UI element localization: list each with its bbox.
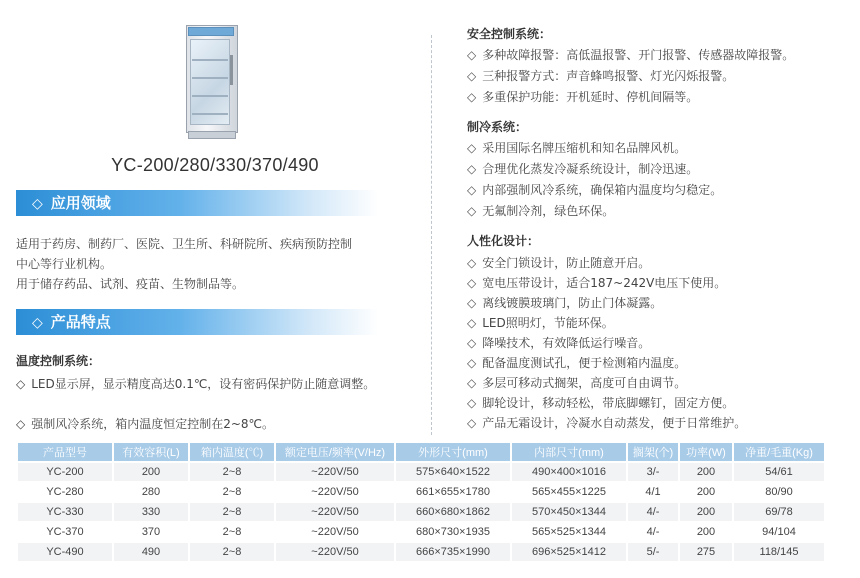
table-cell: 2~8 <box>190 503 274 521</box>
refrigerator-icon <box>186 25 238 139</box>
diamond-icon: ◇ <box>467 256 477 270</box>
table-header: 有效容积(L) <box>114 443 188 461</box>
list-item: ◇ 多种故障报警：高低温报警、开门报警、传感器故障报警。 <box>467 48 795 62</box>
table-cell: 2~8 <box>190 483 274 501</box>
table-cell: 200 <box>680 523 732 541</box>
table-cell: 666×735×1990 <box>396 543 510 561</box>
table-cell: 200 <box>680 503 732 521</box>
table-cell: 275 <box>680 543 732 561</box>
list-item: ◇ 产品无霜设计，冷凝水自动蒸发，便于日常维护。 <box>467 416 747 430</box>
section-features-heading: 产品特点 <box>50 313 111 331</box>
table-cell: 200 <box>680 483 732 501</box>
table-cell: 3/- <box>628 463 678 481</box>
diamond-icon: ◇ <box>467 376 477 390</box>
table-cell: 661×655×1780 <box>396 483 510 501</box>
humanized-title: 人性化设计： <box>467 234 540 248</box>
application-text <box>16 234 396 294</box>
list-item: ◇ 内部强制风冷系统，确保箱内温度均匀稳定。 <box>467 183 723 197</box>
application-line: 中心等行业机构。 <box>16 257 113 271</box>
list-item: ◇ 配备温度测试孔，便于检测箱内温度。 <box>467 356 687 370</box>
table-header: 产品型号 <box>18 443 112 461</box>
table-cell: 2~8 <box>190 523 274 541</box>
list-item: ◇ 宽电压带设计，适合187~242V电压下使用。 <box>467 276 727 290</box>
table-cell: 696×525×1412 <box>512 543 626 561</box>
table-cell: ~220V/50 <box>276 543 394 561</box>
list-item: ◇ 强制风冷系统，箱内温度恒定控制在2~8℃。 <box>16 417 275 431</box>
table-header: 箱内温度(℃) <box>190 443 274 461</box>
table-cell: ~220V/50 <box>276 463 394 481</box>
table-header-row <box>18 443 824 461</box>
application-line: 用于储存药品、试剂、疫苗、生物制品等。 <box>16 277 245 291</box>
diamond-icon: ◇ <box>467 316 477 330</box>
diamond-icon: ◇ <box>467 69 477 83</box>
list-item: ◇ 降噪技术，有效降低运行噪音。 <box>467 336 651 350</box>
list-item: ◇ 多层可移动式搁架，高度可自由调节。 <box>467 376 687 390</box>
table-cell: YC-200 <box>18 463 112 481</box>
diamond-icon: ◇ <box>467 396 477 410</box>
table-header: 功率(W) <box>680 443 732 461</box>
diamond-icon: ◇ <box>32 315 43 331</box>
diamond-icon: ◇ <box>467 162 477 176</box>
diamond-icon: ◇ <box>467 90 477 104</box>
diamond-icon: ◇ <box>467 296 477 310</box>
diamond-icon: ◇ <box>467 183 477 197</box>
list-item: ◇ 采用国际名牌压缩机和知名品牌风机。 <box>467 141 687 155</box>
table-cell: 660×680×1862 <box>396 503 510 521</box>
spec-table <box>16 441 826 563</box>
table-header: 外形尺寸(mm) <box>396 443 510 461</box>
diamond-icon: ◇ <box>467 48 477 62</box>
table-cell: 4/- <box>628 503 678 521</box>
table-cell: 94/104 <box>734 523 824 541</box>
list-item: ◇ 合理优化蒸发冷凝系统设计，制冷迅速。 <box>467 162 699 176</box>
list-item: ◇ 脚轮设计，移动轻松，带底脚螺钉，固定方便。 <box>467 396 735 410</box>
temperature-title: 温度控制系统： <box>16 354 101 368</box>
safety-title: 安全控制系统： <box>467 27 552 41</box>
table-cell: ~220V/50 <box>276 483 394 501</box>
table-cell: 54/61 <box>734 463 824 481</box>
table-cell: 680×730×1935 <box>396 523 510 541</box>
table-cell: 200 <box>680 463 732 481</box>
model-title: YC-200/280/330/370/490 <box>111 155 319 175</box>
table-row <box>18 523 824 541</box>
diamond-icon: ◇ <box>32 196 43 212</box>
diamond-icon: ◇ <box>467 336 477 350</box>
table-cell: ~220V/50 <box>276 523 394 541</box>
application-line: 适用于药房、制药厂、医院、卫生所、科研院所、疾病预防控制 <box>16 237 353 251</box>
table-header: 内部尺寸(mm) <box>512 443 626 461</box>
table-cell: 570×450×1344 <box>512 503 626 521</box>
list-item: ◇ 多重保护功能：开机延时、停机间隔等。 <box>467 90 699 104</box>
table-cell: YC-490 <box>18 543 112 561</box>
table-cell: 330 <box>114 503 188 521</box>
diamond-icon: ◇ <box>467 204 477 218</box>
list-item: ◇ LED照明灯，节能环保。 <box>467 316 614 330</box>
table-cell: YC-280 <box>18 483 112 501</box>
table-cell: 490 <box>114 543 188 561</box>
table-cell: 565×455×1225 <box>512 483 626 501</box>
table-cell: 2~8 <box>190 463 274 481</box>
table-cell: YC-370 <box>18 523 112 541</box>
table-cell: 118/145 <box>734 543 824 561</box>
diamond-icon: ◇ <box>467 141 477 155</box>
table-cell: 5/- <box>628 543 678 561</box>
table-cell: ~220V/50 <box>276 503 394 521</box>
table-row <box>18 543 824 561</box>
table-cell: 4/- <box>628 523 678 541</box>
table-cell: 280 <box>114 483 188 501</box>
diamond-icon: ◇ <box>16 417 26 431</box>
table-header: 搁架(个) <box>628 443 678 461</box>
diamond-icon: ◇ <box>467 356 477 370</box>
table-cell: 4/1 <box>628 483 678 501</box>
list-item: ◇ 安全门锁设计，防止随意开启。 <box>467 256 651 270</box>
cooling-title: 制冷系统： <box>467 120 528 134</box>
table-cell: 575×640×1522 <box>396 463 510 481</box>
table-cell: 200 <box>114 463 188 481</box>
list-item: ◇ 离线镀膜玻璃门，防止门体凝露。 <box>467 296 663 310</box>
diamond-icon: ◇ <box>467 276 477 290</box>
section-application-heading: 应用领域 <box>50 194 111 212</box>
list-item: ◇ 三种报警方式：声音蜂鸣报警、灯光闪烁报警。 <box>467 69 735 83</box>
diamond-icon: ◇ <box>16 377 26 391</box>
table-cell: 2~8 <box>190 543 274 561</box>
table-cell: 370 <box>114 523 188 541</box>
list-item: ◇ LED显示屏，显示精度高达0.1℃，设有密码保护防止随意调整。 <box>16 377 376 391</box>
table-header: 净重/毛重(Kg) <box>734 443 824 461</box>
table-row <box>18 463 824 481</box>
table-cell: 490×400×1016 <box>512 463 626 481</box>
section-application <box>16 190 378 216</box>
table-header: 额定电压/频率(V/Hz) <box>276 443 394 461</box>
table-cell: 69/78 <box>734 503 824 521</box>
table-cell: 565×525×1344 <box>512 523 626 541</box>
table-cell: YC-330 <box>18 503 112 521</box>
table-row <box>18 503 824 521</box>
section-features <box>16 309 378 335</box>
diamond-icon: ◇ <box>467 416 477 430</box>
column-divider <box>431 35 432 435</box>
table-row <box>18 483 824 501</box>
table-cell: 80/90 <box>734 483 824 501</box>
list-item: ◇ 无氟制冷剂，绿色环保。 <box>467 204 615 218</box>
